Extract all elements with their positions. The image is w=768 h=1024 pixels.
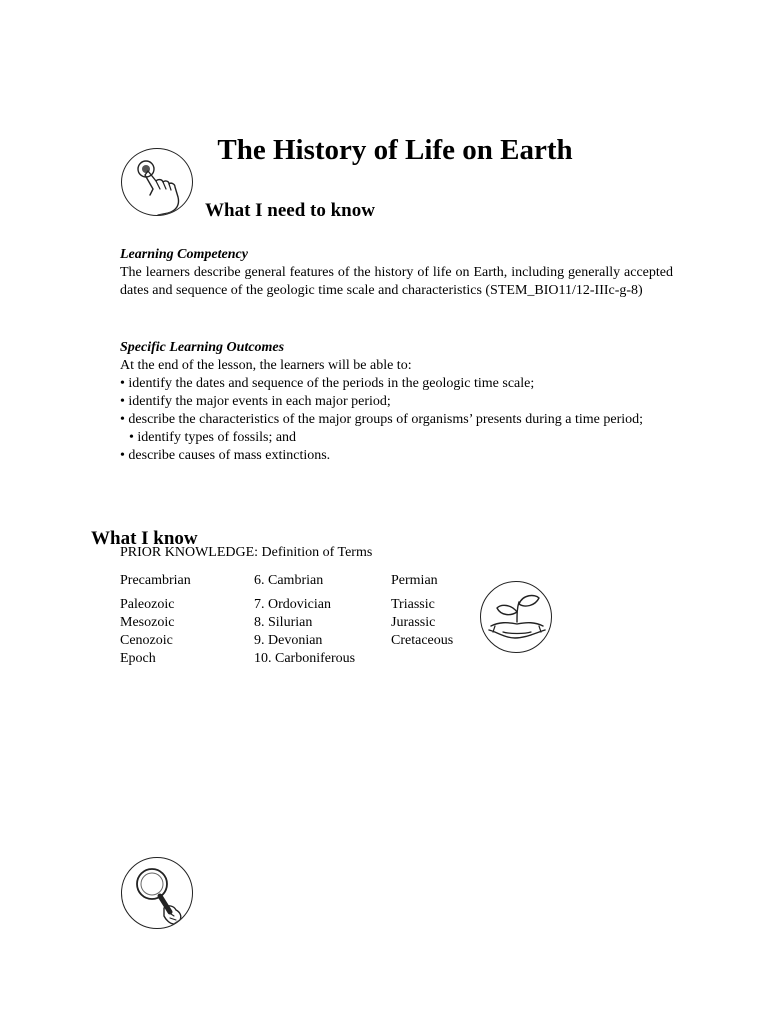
terms-column-1 [120, 572, 191, 668]
term-item: Paleozoic [120, 597, 175, 612]
plant-in-hands-icon [480, 581, 552, 653]
term-item: Cenozoic [120, 633, 173, 648]
terms-column-3 [391, 572, 453, 650]
term-item: Permian [391, 573, 438, 588]
term-item: 9. Devonian [254, 633, 323, 648]
learning-competency-label: Learning Competency [120, 247, 248, 262]
page-title: The History of Life on Earth [217, 134, 573, 167]
term-item: Epoch [120, 651, 156, 666]
what-i-know-heading: What I know [91, 527, 198, 549]
term-item: Triassic [391, 597, 435, 612]
list-item: • describe the characteristics of the major groups of organisms’ presents during a time period; [120, 412, 644, 427]
list-item: • identify the dates and sequence of the periods in the geologic time scale; [120, 376, 535, 391]
learning-outcomes-intro: At the end of the lesson, the learners will be able to: [120, 358, 412, 373]
touch-hand-icon [121, 148, 193, 216]
list-item: • describe causes of mass extinctions. [120, 448, 331, 463]
terms-column-2 [254, 572, 355, 668]
prior-knowledge-label: PRIOR KNOWLEDGE: Definition of Terms [120, 545, 373, 560]
list-item: • identify the major events in each major period; [120, 394, 391, 409]
list-item: • identify types of fossils; and [129, 430, 297, 445]
learning-outcomes-label: Specific Learning Outcomes [120, 340, 285, 355]
what-i-need-to-know-heading: What I need to know [205, 199, 375, 221]
term-item: 6. Cambrian [254, 573, 324, 588]
term-item: Precambrian [120, 573, 191, 588]
learning-competency-section [120, 246, 673, 300]
term-item: 7. Ordovician [254, 597, 331, 612]
term-item: 8. Silurian [254, 615, 313, 630]
term-item: Jurassic [391, 615, 436, 630]
magnifying-glass-icon [121, 857, 193, 929]
term-item: Cretaceous [391, 633, 454, 648]
term-item: 10. Carboniferous [254, 651, 356, 666]
learning-outcomes-list [120, 375, 673, 465]
term-item: Mesozoic [120, 615, 175, 630]
learning-competency-text: The learners describe general features of the history of life on Earth, including generally accepted dates and sequence of the geologic time scale and characteristics (STEM_BIO11/12-IIIc-g-8) [120, 265, 673, 298]
learning-outcomes-section [120, 339, 673, 465]
